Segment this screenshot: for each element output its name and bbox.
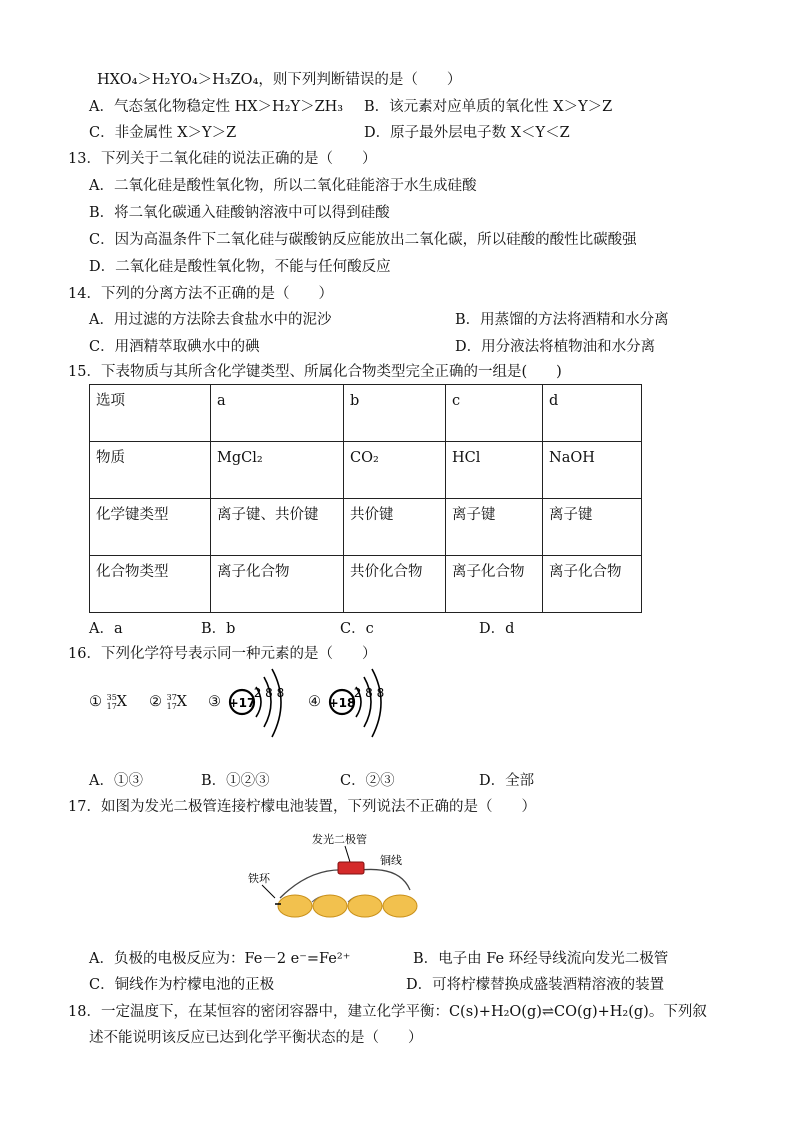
q12-stem: HXO₄＞H₂YO₄＞H₃ZO₄，则下列判断错误的是（ ） [97,72,462,88]
q15-option-a: A．a [89,621,123,637]
table-cell: MgCl₂ [211,442,344,499]
table-row [90,499,642,556]
q16-item-1 [89,692,127,712]
table-cell: 化合物类型 [90,556,211,613]
lemon-battery-figure [240,828,440,923]
table-cell: 离子键 [446,499,543,556]
q16-item-2 [149,692,187,712]
q13-option-a: A．二氧化硅是酸性氧化物，所以二氧化硅能溶于水生成硅酸 [89,178,477,194]
table-cell: b [344,385,446,442]
table-cell: c [446,385,543,442]
led-icon [338,862,364,874]
nucleus-charge: +17 [228,696,256,710]
table-cell: NaOH [543,442,642,499]
table-cell: HCl [446,442,543,499]
atomic-number: 17 [166,702,177,711]
table-cell: 离子键 [543,499,642,556]
q13-stem: 13．下列关于二氧化硅的说法正确的是（ ） [68,151,377,167]
q17-option-a: A．负极的电极反应为：Fe－2 e⁻=Fe²⁺ [89,951,351,967]
iron-label: 铁环 [248,872,270,885]
atomic-number: 17 [106,702,117,711]
q16-marker-4: ④ [308,694,321,710]
item-marker: ① [89,694,102,710]
q12-option-a: A．气态氢化物稳定性 HX＞H₂Y＞ZH₃ [89,99,344,115]
q12-option-b: B．该元素对应单质的氧化性 X＞Y＞Z [364,99,613,115]
lemon-icon [348,895,382,917]
q15-table [89,384,642,613]
q17-stem: 17．如图为发光二极管连接柠檬电池装置，下列说法不正确的是（ ） [68,799,536,815]
mass-number: 35 [106,693,117,702]
table-cell: d [543,385,642,442]
nucleus-charge: +18 [328,696,356,710]
shell-electrons: 2 8 8 [253,686,285,700]
table-cell: 共价键 [344,499,446,556]
q17-option-b: B．电子由 Fe 环经导线流向发光二极管 [413,951,669,967]
table-row [90,385,642,442]
copper-label: 铜线 [380,854,402,867]
element-symbol: X [176,694,187,710]
q13-option-b: B．将二氧化碳通入硅酸钠溶液中可以得到硅酸 [89,205,390,221]
q16-option-c: C．②③ [340,773,395,789]
q15-option-b: B．b [201,621,236,637]
q16-option-d: D．全部 [479,773,535,789]
q14-option-a: A．用过滤的方法除去食盐水中的泥沙 [89,312,332,328]
q12-option-d: D．原子最外层电子数 X＜Y＜Z [364,125,570,141]
lemon-icon [313,895,347,917]
table-cell: 离子化合物 [543,556,642,613]
q16-option-a: A．①③ [89,773,143,789]
table-cell: 选项 [90,385,211,442]
table-cell: 离子键、共价键 [211,499,344,556]
q18-stem-line1: 18．一定温度下，在某恒容的密闭容器中，建立化学平衡：C(s)+H₂O(g)⇌CO(g)+H₂(g)。下列叙 [68,1004,707,1020]
lemon-icon [278,895,312,917]
table-cell: 共价化合物 [344,556,446,613]
table-cell: 离子化合物 [211,556,344,613]
q16-option-b: B．①②③ [201,773,270,789]
led-label: 发光二极管 [312,833,367,846]
q13-option-d: D．二氧化硅是酸性氧化物，不能与任何酸反应 [89,259,391,275]
table-row [90,442,642,499]
table-row [90,556,642,613]
shell-electrons: 2 8 8 [353,686,385,700]
table-cell: 化学键类型 [90,499,211,556]
q18-stem-line2: 述不能说明该反应已达到化学平衡状态的是（ ） [89,1030,423,1046]
table-cell: a [211,385,344,442]
q15-option-c: C．c [340,621,374,637]
q17-option-d: D．可将柠檬替换成盛装酒精溶液的装置 [406,977,665,993]
table-cell: CO₂ [344,442,446,499]
q14-option-c: C．用酒精萃取碘水中的碘 [89,339,260,355]
q14-option-b: B．用蒸馏的方法将酒精和水分离 [455,312,669,328]
lemon-icon [383,895,417,917]
q12-option-c: C．非金属性 X＞Y＞Z [89,125,237,141]
q16-stem: 16．下列化学符号表示同一种元素的是（ ） [68,646,377,662]
q15-stem: 15．下表物质与其所含化学键类型、所属化合物类型完全正确的一组是( ) [68,364,562,380]
table-cell: 离子化合物 [446,556,543,613]
q14-stem: 14．下列的分离方法不正确的是（ ） [68,286,333,302]
mass-number: 37 [166,693,177,702]
atom-structure-diagram-17 [222,667,302,741]
table-cell: 物质 [90,442,211,499]
q13-option-c: C．因为高温条件下二氧化硅与碳酸钠反应能放出二氧化碳，所以硅酸的酸性比碳酸强 [89,232,637,248]
item-marker: ② [149,694,162,710]
q17-option-c: C．铜线作为柠檬电池的正极 [89,977,275,993]
q15-option-d: D．d [479,621,515,637]
atom-structure-diagram-18 [322,667,402,741]
element-symbol: X [116,694,127,710]
q14-option-d: D．用分液法将植物油和水分离 [455,339,656,355]
q16-marker-3: ③ [208,694,221,710]
